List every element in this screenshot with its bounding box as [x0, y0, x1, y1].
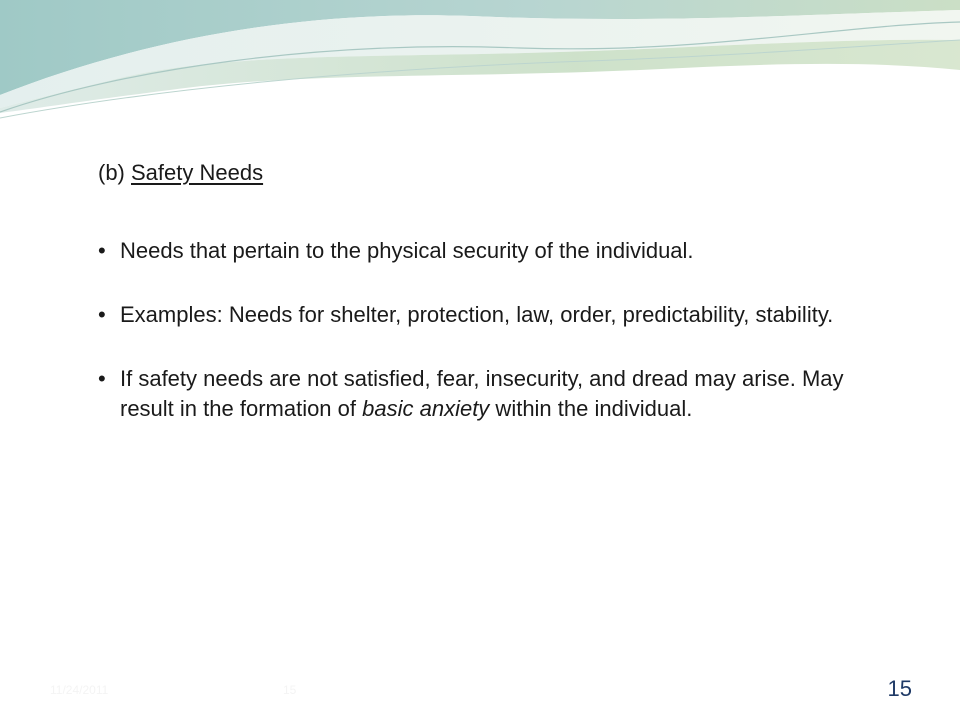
bullet-text: Examples: Needs for shelter, protection, law, order, predictability, stability.: [120, 302, 834, 327]
header-wave-decoration: [0, 0, 960, 130]
bullet-text-part: If safety needs are not satisfied, fear, insecurity, and dread may arise. May result in the formation of: [120, 366, 844, 421]
heading-title: Safety Needs: [131, 160, 264, 185]
bullet-text-part: within the individual.: [489, 396, 693, 421]
bullet-item: [98, 300, 858, 330]
footer-slide-number: 15: [283, 683, 297, 697]
bullet-emphasis: basic anxiety: [362, 396, 490, 421]
footer-date: 11/24/2011: [50, 683, 109, 697]
slide-heading: [98, 158, 263, 188]
bullet-dot-icon: •: [98, 366, 106, 391]
bullet-list: [98, 236, 858, 458]
page-number: 15: [887, 676, 912, 701]
heading-prefix: (b): [98, 160, 131, 185]
bullet-item: [98, 236, 858, 266]
bullet-dot-icon: •: [98, 238, 106, 263]
bullet-item: [98, 364, 858, 424]
bullet-dot-icon: •: [98, 302, 106, 327]
bullet-text: Needs that pertain to the physical security of the individual.: [120, 238, 694, 263]
